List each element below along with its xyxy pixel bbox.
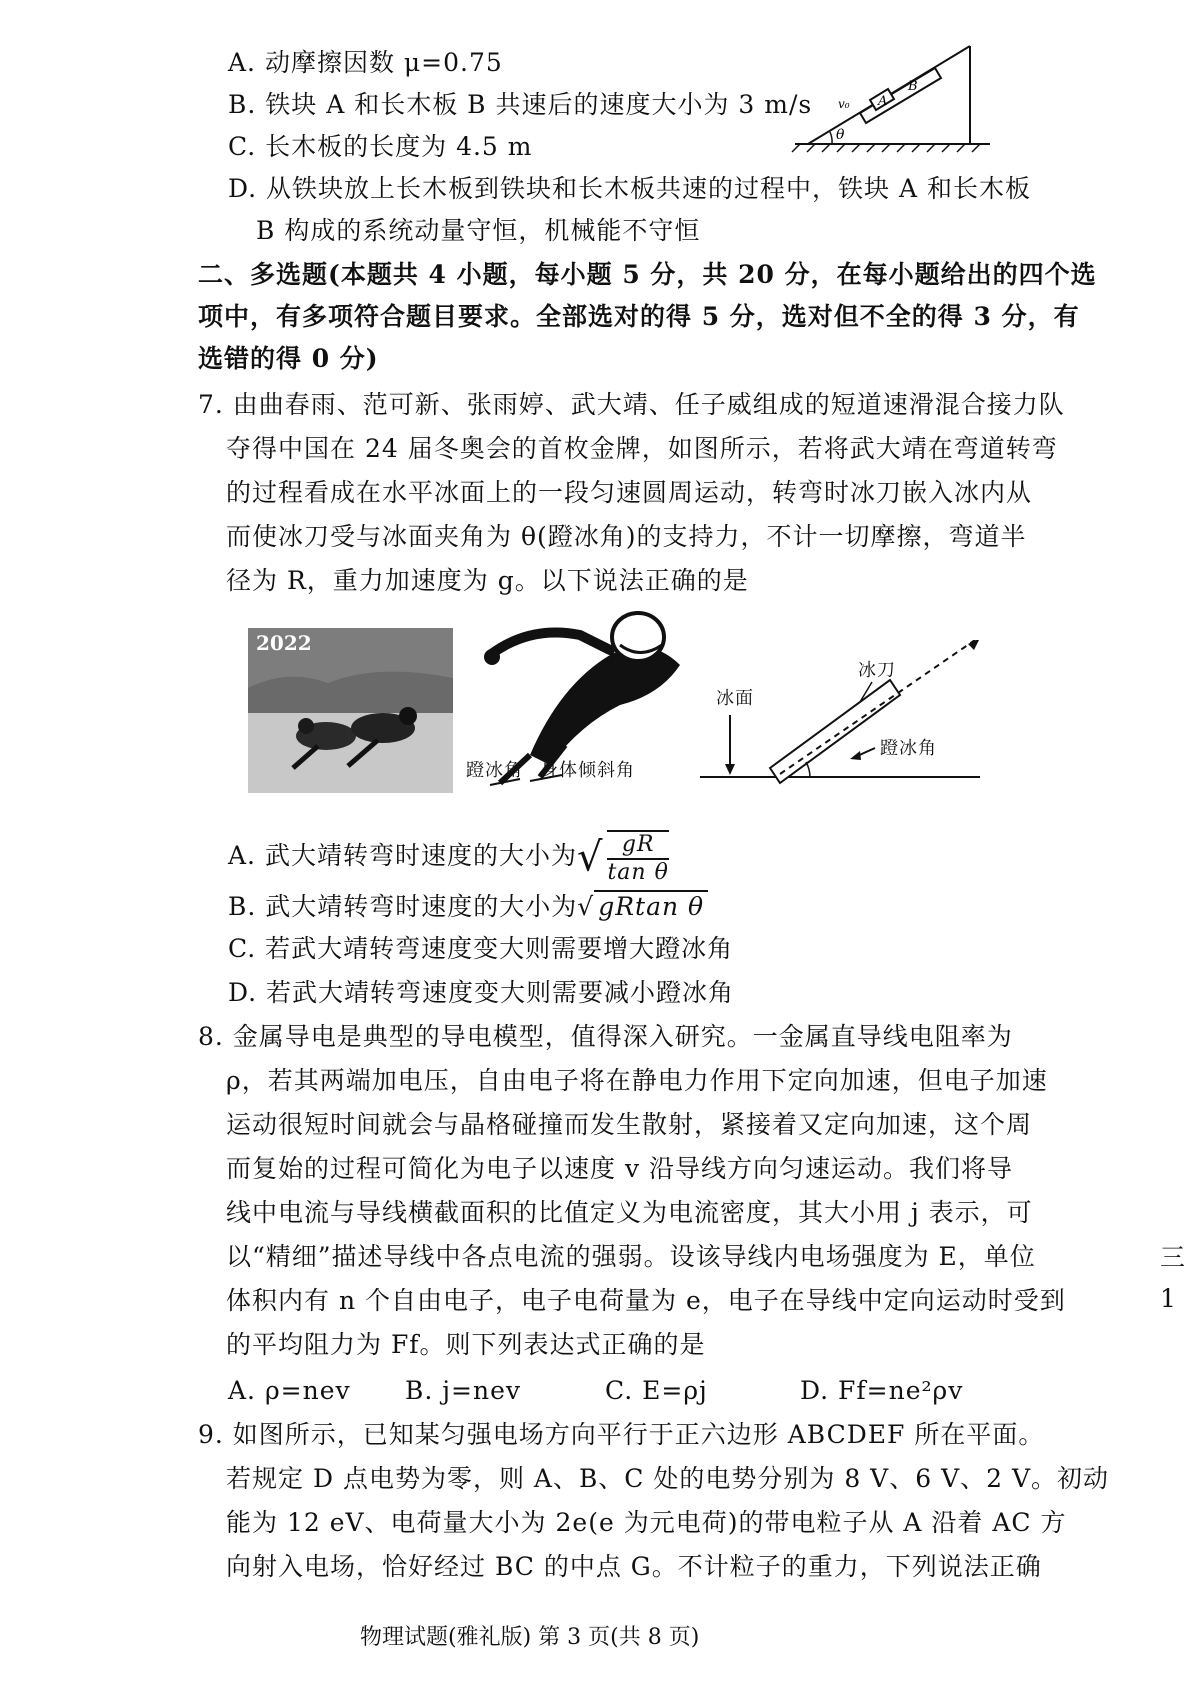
q8-stem-line4: 而复始的过程可简化为电子以速度 v 沿导线方向匀速运动。我们将导	[226, 1154, 1014, 1183]
q7-option-d: D. 若武大靖转弯速度变大则需要减小蹬冰角	[228, 978, 735, 1007]
q7-stem-line1: 7. 由曲春雨、范可新、张雨婷、武大靖、任子威组成的短道速滑混合接力队	[198, 390, 1065, 419]
q7-option-a-denominator: tan θ	[607, 859, 669, 885]
q8-option-b: B. j=nev	[405, 1376, 521, 1405]
q8-stem-line2: ρ，若其两端加电压，自由电子将在静电力作用下定向加速，但电子加速	[226, 1066, 1048, 1095]
label-ice-blade: 冰刀	[858, 660, 896, 681]
label-deng-bing-jiao-2: 蹬冰角	[880, 738, 937, 759]
label-theta: θ	[836, 127, 845, 143]
q9-stem-line3: 能为 12 eV、电荷量大小为 2e(e 为元电荷)的带电粒子从 A 沿着 AC 方	[226, 1508, 1067, 1537]
section2-line1: 二、多选题(本题共 4 小题，每小题 5 分，共 20 分，在每小题给出的四个选	[198, 260, 1097, 289]
q7-stem-line3: 的过程看成在水平冰面上的一段匀速圆周运动，转弯时冰刀嵌入冰内从	[226, 478, 1033, 507]
q7-option-c: C. 若武大靖转弯速度变大则需要增大蹬冰角	[228, 934, 734, 963]
q8-stem-line1: 8. 金属导电是典型的导电模型，值得深入研究。一金属直导线电阻率为	[198, 1022, 1013, 1051]
blade-diagram	[700, 640, 985, 785]
label-ice-surface: 冰面	[716, 688, 754, 709]
q6-option-c: C. 长木板的长度为 4.5 m	[228, 132, 533, 161]
edge-fragment-bottom: 1	[1160, 1284, 1176, 1313]
q8-stem-line8: 的平均阻力为 Ff。则下列表达式正确的是	[226, 1330, 706, 1359]
section2-line2: 项中，有多项符合题目要求。全部选对的得 5 分，选对但不全的得 3 分，有	[198, 302, 1080, 331]
q6-option-d-line2: B 构成的系统动量守恒，机械能不守恒	[256, 216, 701, 245]
q7-option-b: B. 武大靖转弯时速度的大小为√ gRtan θ	[228, 890, 708, 924]
photo-year: 2022	[256, 631, 312, 655]
label-a: A	[878, 94, 888, 109]
q7-stem-line4: 而使冰刀受与冰面夹角为 θ(蹬冰角)的支持力，不计一切摩擦，弯道半	[226, 522, 1027, 551]
q8-stem-line5: 线中电流与导线横截面积的比值定义为电流密度，其大小用 j 表示，可	[226, 1198, 1033, 1227]
q7-option-a: A. 武大靖转弯时速度的大小为√ $\frac{gR}{\text{tan θ}}$	[228, 831, 669, 885]
q9-stem-line2: 若规定 D 点电势为零，则 A、B、C 处的电势分别为 8 V、6 V、2 V。初动	[226, 1464, 1110, 1493]
q8-option-a: A. ρ=nev	[228, 1376, 351, 1405]
q8-option-d: D. Ff=ne²ρv	[800, 1376, 964, 1405]
q7-option-a-numerator: gR	[607, 832, 668, 860]
label-body-tilt: 身体倾斜角	[540, 760, 635, 781]
q8-option-c: C. E=ρj	[605, 1376, 708, 1405]
label-deng-bing-jiao: 蹬冰角	[466, 760, 523, 781]
q6-option-b: B. 铁块 A 和长木板 B 共速后的速度大小为 3 m/s	[228, 90, 813, 119]
q7-stem-line2: 夺得中国在 24 届冬奥会的首枚金牌，如图所示，若将武大靖在弯道转弯	[226, 434, 1058, 463]
incline-figure	[790, 40, 1000, 155]
label-b: B	[908, 79, 918, 94]
q7-option-b-radicand: gRtan θ	[594, 890, 708, 921]
page-footer: 物理试题(雅礼版) 第 3 页(共 8 页)	[360, 1625, 700, 1650]
q9-stem-line4: 向射入电场，恰好经过 BC 的中点 G。不计粒子的重力，下列说法正确	[226, 1552, 1042, 1581]
skater-photo	[248, 628, 453, 793]
q8-stem-line3: 运动很短时间就会与晶格碰撞而发生散射，紧接着又定向加速，这个周	[226, 1110, 1033, 1139]
long-board-b	[860, 68, 941, 123]
q7-stem-line5: 径为 R，重力加速度为 g。以下说法正确的是	[226, 566, 749, 595]
q9-stem-line1: 9. 如图所示，已知某匀强电场方向平行于正六边形 ABCDEF 所在平面。	[198, 1420, 1045, 1449]
q8-stem-line6: 以“精细”描述导线中各点电流的强弱。设该导线内电场强度为 E，单位	[226, 1242, 1036, 1271]
q6-option-a: A. 动摩擦因数 μ=0.75	[228, 48, 503, 77]
label-v0: v₀	[838, 97, 850, 111]
q6-option-d-line1: D. 从铁块放上长木板到铁块和长木板共速的过程中，铁块 A 和长木板	[228, 174, 1031, 203]
edge-fragment-top: 三	[1160, 1243, 1186, 1272]
section2-line3: 选错的得 0 分)	[198, 344, 379, 373]
q8-stem-line7: 体积内有 n 个自由电子，电子电荷量为 e，电子在导线中定向运动时受到	[226, 1286, 1066, 1315]
